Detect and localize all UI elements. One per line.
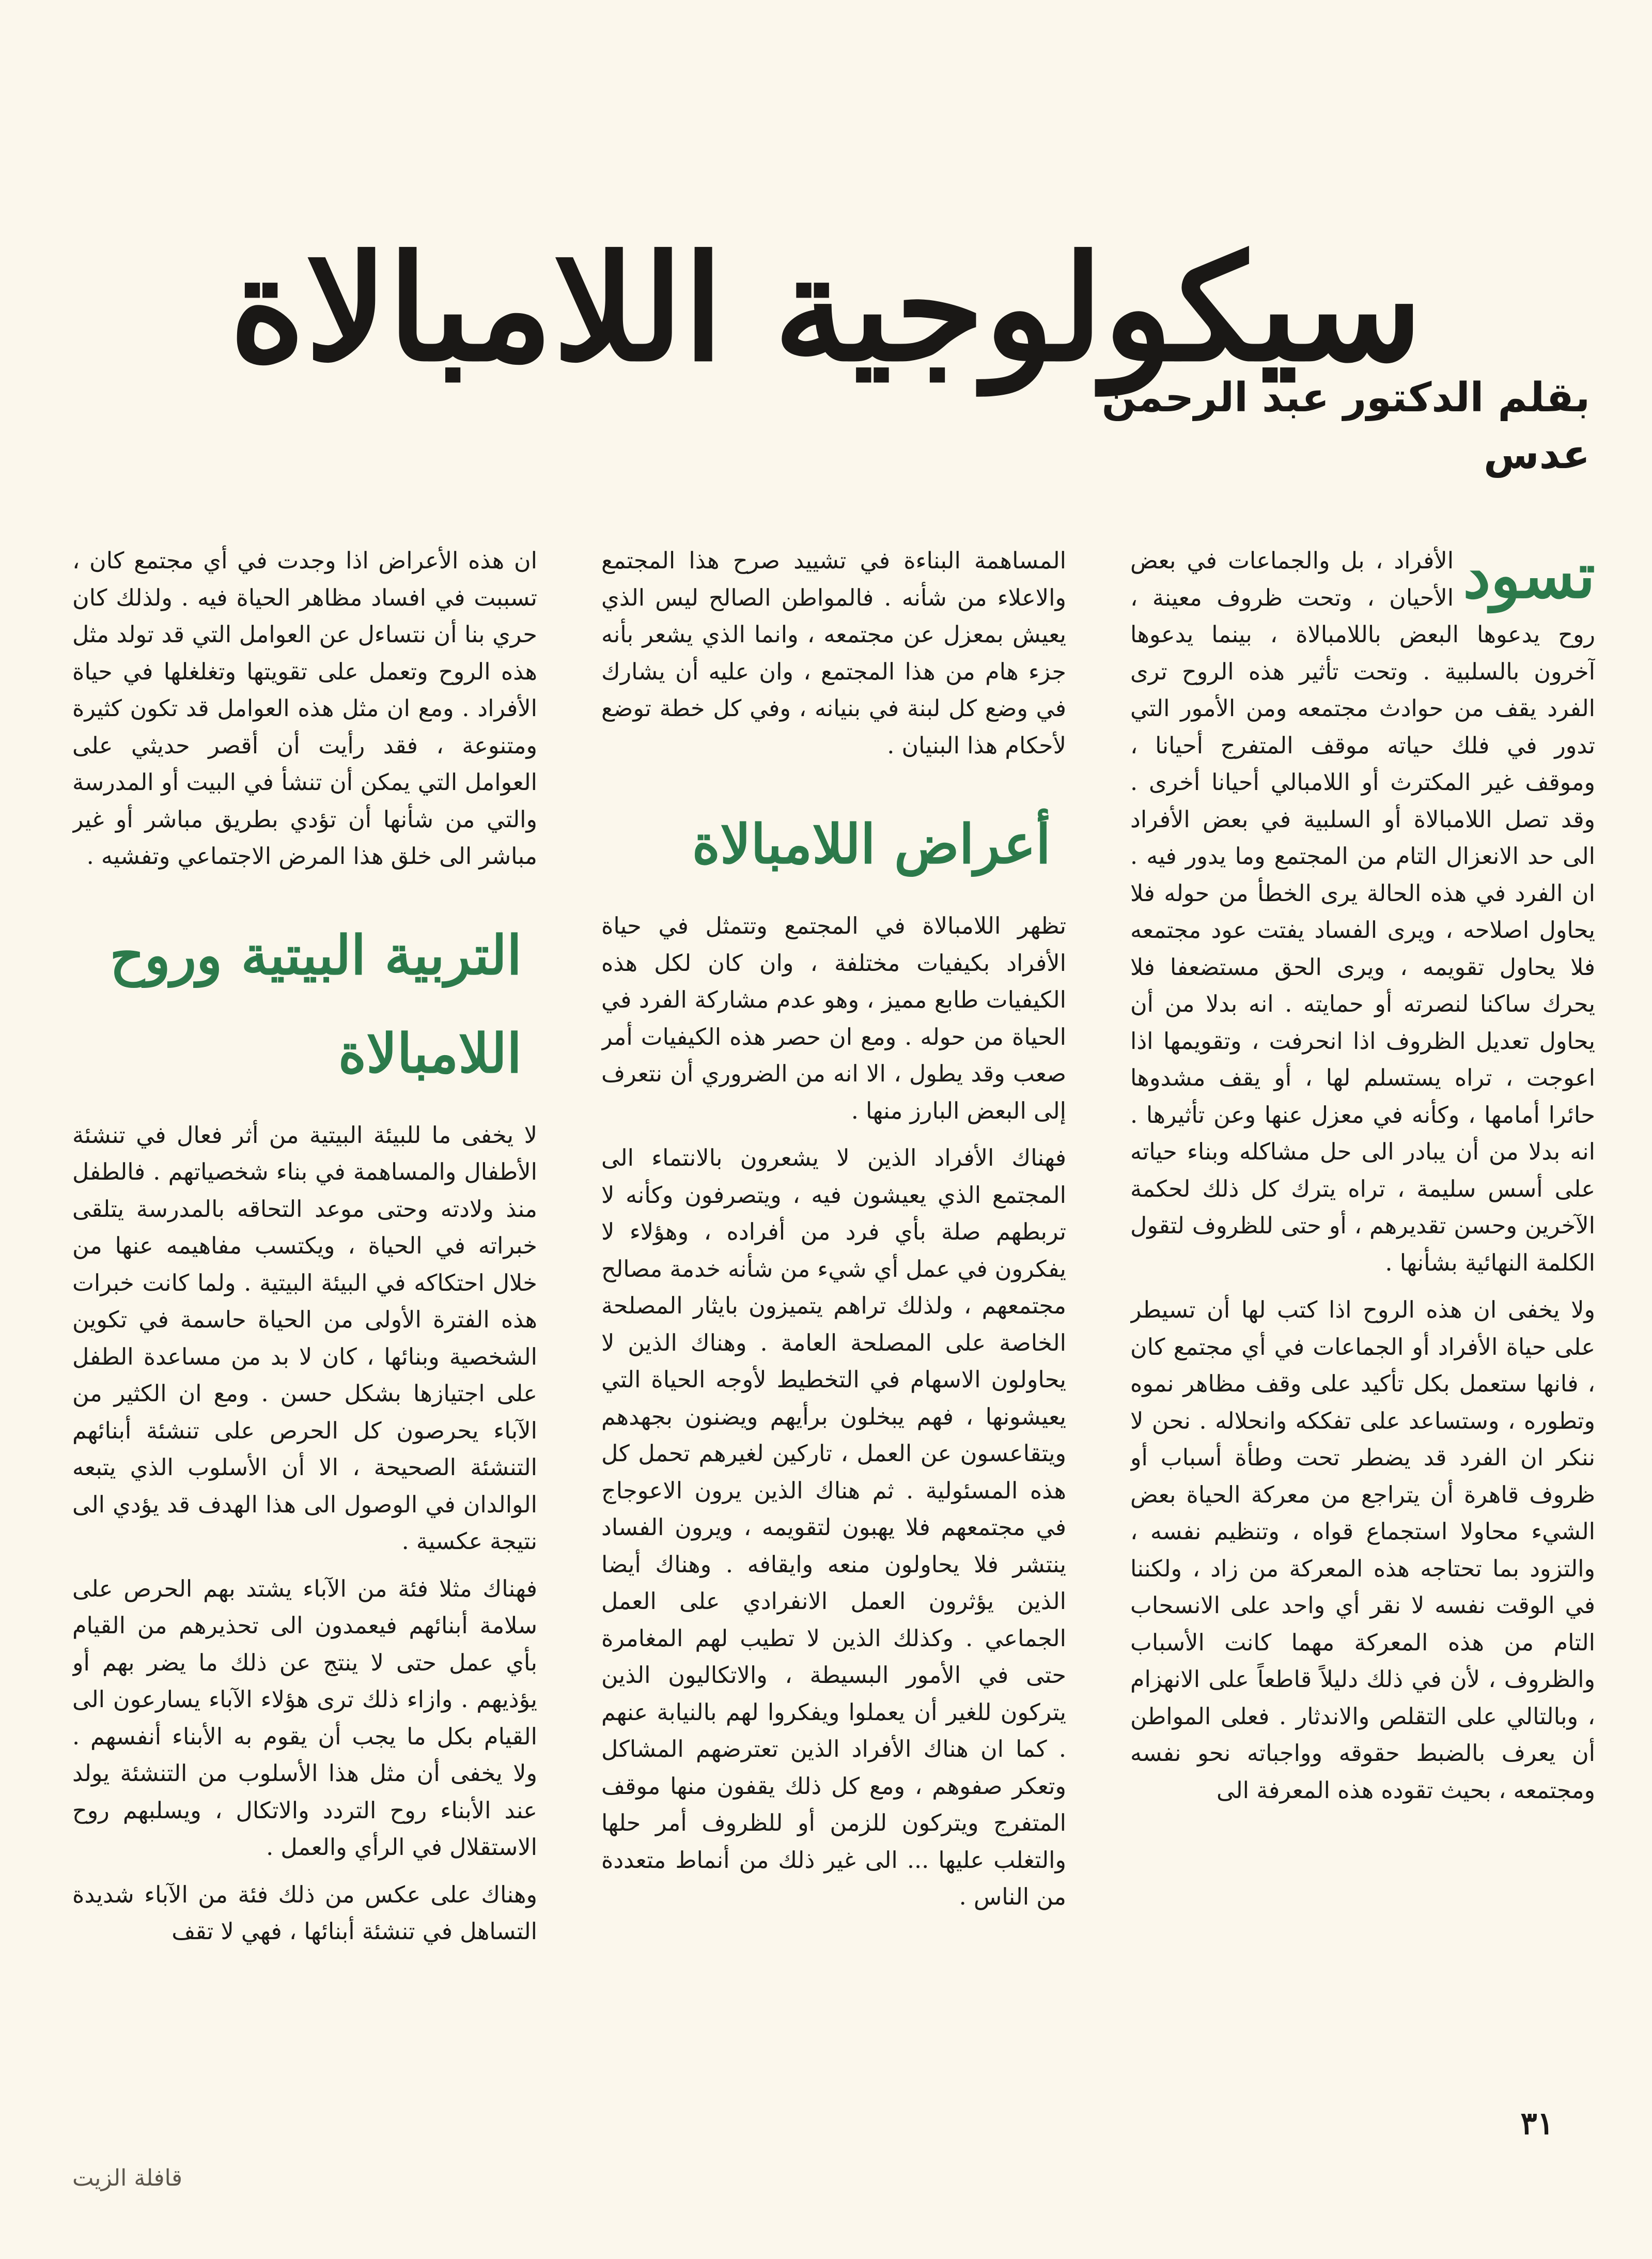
paragraph: ولا يخفى ان هذه الروح اذا كتب لها أن تسيطر على حياة الأفراد أو الجماعات في أي مجتمع كان ، فانها ستعمل بكل تأكيد على وقف مظاهر نموه وتطوره ، وستساعد على تفككه وانحلاله . نحن لا ننكر ان الفرد قد يضطر تحت وطأة أسباب أو ظروف قاهرة أن يتراجع من معركة الحياة بعض الشيء محاولا استجماع قواه ، وتنظيم نفسه ، والتزود بما تحتاجه هذه المعركة من زاد ، ولكننا في الوقت نفسه لا نقر أي واحد على الانسحاب التام من هذه المعركة مهما كانت الأسباب والظروف ، لأن في ذلك دليلاً قاطعاً على الانهزام ، وبالتالي على التقلص والاندثار . فعلى المواطن أن يعرف بالضبط حقوقه وواجباته نحو نفسه ومجتمعه ، بحيث تقوده هذه المعرفة الى [1130,1297,1595,1804]
paragraph: لا يخفى ما للبيئة البيتية من أثر فعال في تنشئة الأطفال والمساهمة في بناء شخصياتهم . فالطفل منذ ولادته وحتى موعد التحاقه بالمدرسة يتلقى خبراته في الحياة ، ويكتسب مفاهيمه عنها من خلال احتكاكه في البيئة البيتية . ولما كانت خبرات هذه الفترة الأولى من الحياة حاسمة في تكوين الشخصية وبنائها ، كان لا بد من مساعدة الطفل على اجتيازها بشكل حسن . ومع ان الكثير من الآباء يحرصون كل الحرص على تنشئة أبنائهم التنشئة الصحيحة ، الا أن الأسلوب الذي يتبعه الوالدان في الوصول الى هذا الهدف قد يؤدي الى نتيجة عكسية . [72,1122,537,1555]
section-heading: أعراض اللامبالاة [692,812,1051,876]
paragraph: وهناك على عكس من ذلك فئة من الآباء شديدة التساهل في تنشئة أبنائها ، فهي لا تقف [72,1881,537,1945]
article-title: سيكولوجية اللامبالاة [229,223,1423,394]
paragraph: تظهر اللامبالاة في المجتمع وتتمثل في حياة الأفراد بكيفيات مختلفة ، وان كان لكل هذه الكيفيات طابع مميز ، وهو عدم مشاركة الفرد في الحياة من حوله . ومع ان حصر هذه الكيفيات أمر صعب وقد يطول ، الا انه من الضروري أن نتعرف إلى البعض البارز منها . [601,913,1066,1124]
paragraph: ان هذه الأعراض اذا وجدت في أي مجتمع كان ، تسببت في افساد مظاهر الحياة فيه . ولذلك كان حري بنا أن نتساءل عن العوامل التي قد تولد مثل هذه الروح وتعمل على تقويتها وتغلغلها في حياة الأفراد . ومع ان مثل هذه العوامل قد تكون كثيرة ومتنوعة ، فقد رأيت أن أقصر حديثي على العوامل التي يمكن أن تنشأ في البيت أو المدرسة والتي من شأنها أن تؤدي بطريق مباشر أو غير مباشر الى خلق هذا المرض الاجتماعي وتفشيه . [72,548,537,870]
column-right [1130,543,1595,2135]
paragraph-text: الأفراد ، بل والجماعات في بعض الأحيان ، وتحت ظروف معينة ، روح يدعوها البعض باللامبالاة ، بينما يدعوها آخرون بالسلبية . وتحت تأثير هذه الروح ترى الفرد يقف من حوادث مجتمعه ومن الأمور التي تدور في فلك حياته موقف المتفرج أحيانا ، وموقف غير المكترث أو اللامبالي أحيانا أخرى . وقد تصل اللامبالاة أو السلبية في بعض الأفراد الى حد الانعزال التام من المجتمع وما يدور فيه . ان الفرد في هذه الحالة يرى الخطأ من حوله فلا يحاول اصلاحه ، ويرى الفساد يفتت عود مجتمعه فلا يحاول تقويمه ، ويرى الحق مستضعفا فلا يحرك ساكنا لنصرته أو حمايته . انه بدلا من أن يحاول تعديل الظروف اذا انحرفت ، وتقويمها اذا اعوجت ، تراه يستسلم لها ، أو يقف مشدوها حائرا أمامها ، وكأنه في معزل عنها وعن تأثيرها . انه بدلا من أن يبادر الى حل مشاكله وبناء حياته على أسس سليمة ، تراه يترك كل ذلك لحكمة الآخرين وحسن تقديرهم ، أو حتى للظروف لتقول الكلمة النهائية بشأنها . [1130,548,1595,1276]
paragraph [1130,543,1595,1281]
byline: بقلم الدكتور عبد الرحمن عدس [1101,375,1590,478]
drop-cap: تسود [1463,543,1595,612]
magazine-name: قافلة الزيت [72,2165,182,2191]
section-heading: التربية البيتية وروح اللامبالاة [110,923,522,1085]
paragraph: فهناك الأفراد الذين لا يشعرون بالانتماء الى المجتمع الذي يعيشون فيه ، ويتصرفون وكأنه لا تربطهم صلة بأي فرد من أفراده ، وهؤلاء لا يفكرون في عمل أي شيء من شأنه خدمة مصالح مجتمعهم ، ولذلك تراهم يتميزون بايثار المصلحة الخاصة على المصلحة العامة . وهناك الذين لا يحاولون الاسهام في التخطيط لأوجه الحياة التي يعيشونها ، فهم يبخلون برأيهم ويضنون بجهدهم ويتقاعسون عن العمل ، تاركين لغيرهم تحمل كل هذه المسئولية . ثم هناك الذين يرون الاعوجاج في مجتمعهم فلا يهبون لتقويمه ، ويرون الفساد ينتشر فلا يحاولون منعه وايقافه . وهناك أيضا الذين يؤثرون العمل الانفرادي على العمل الجماعي . وكذلك الذين لا تطيب لهم المغامرة حتى في الأمور البسيطة ، والاتكاليون الذين يتركون للغير أن يعملوا ويفكروا لهم بالنيابة عنهم . كما ان هناك الأفراد الذين تعترضهم المشاكل وتعكر صفوهم ، ومع كل ذلك يقفون منها موقف المتفرج ويتركون للزمن أو للظروف أمر حلها والتغلب عليها ... الى غير ذلك من أنماط متعددة من الناس . [601,1145,1066,1910]
article-columns [72,543,1595,2135]
paragraph: المساهمة البناءة في تشييد صرح هذا المجتمع والاعلاء من شأنه . فالمواطن الصالح ليس الذي يعيش بمعزل عن مجتمعه ، وانما الذي يشعر بأنه جزء هام من هذا المجتمع ، وان عليه أن يشارك في وضع كل لبنة في بنيانه ، وفي كل خطة توضع لأحكام هذا البنيان . [601,548,1066,759]
column-left [72,543,537,2135]
column-middle [601,543,1066,2135]
page-number: ٣١ [1520,2106,1554,2142]
paragraph: فهناك مثلا فئة من الآباء يشتد بهم الحرص على سلامة أبنائهم فيعمدون الى تحذيرهم من القيام بأي عمل حتى لا ينتج عن ذلك ما يضر بهم أو يؤذيهم . وازاء ذلك ترى هؤلاء الآباء يسارعون الى القيام بكل ما يجب أن يقوم به الأبناء أنفسهم . ولا يخفى أن مثل هذا الأسلوب من التنشئة يولد عند الأبناء روح التردد والاتكال ، ويسلبهم روح الاستقلال في الرأي والعمل . [72,1575,537,1861]
